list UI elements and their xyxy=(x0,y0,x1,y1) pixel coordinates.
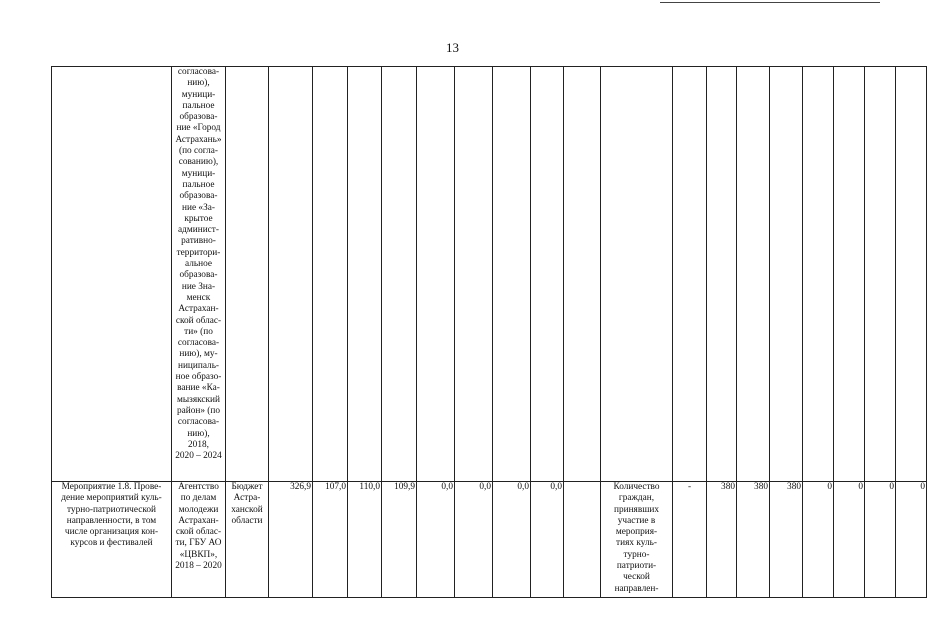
table-row-continuation xyxy=(52,67,927,482)
cell-executor: согласова- нию), муници- пальное образова- ние «Город Астрахань» (по согла- сованию), муници- пальное образова- ние «За- крытое админист- ративно- территори- альное образова- ние Зна- менск Астрахан- ской облас- ти» (по согласова- нию), му- ниципаль- ное образо- вание «Ка- мызякский район» (по согласова- нию), 2018, 2020 – 2024 xyxy=(172,67,226,482)
cell-target-6 xyxy=(865,67,896,482)
cell-target-3 xyxy=(770,67,803,482)
finance-y2: 110,0 xyxy=(348,482,382,598)
target-6: 0 xyxy=(865,482,896,598)
finance-y6: 0,0 xyxy=(493,482,531,598)
cell-target-1 xyxy=(707,67,737,482)
cell-name xyxy=(52,67,172,482)
cell-finance-y5 xyxy=(455,67,493,482)
cell-finance-y2 xyxy=(348,67,382,482)
indicator-base: - xyxy=(673,482,707,598)
program-measures-table xyxy=(51,66,927,598)
cell-source xyxy=(226,67,269,482)
finance-total: 326,9 xyxy=(269,482,313,598)
cell-finance-y6 xyxy=(493,67,531,482)
cell-finance-y1 xyxy=(313,67,348,482)
finance-y3: 109,9 xyxy=(382,482,417,598)
cell-target-4 xyxy=(803,67,834,482)
measure-name: Мероприятие 1.8. Прове- дение мероприятий куль- турно-патриотической направленности, в том числе организация кон- курсов и фестивалей xyxy=(52,482,172,598)
cell-base xyxy=(673,67,707,482)
measure-executor: Агентство по делам молодежи Астрахан- ской облас- ти, ГБУ АО «ЦВКП», 2018 – 2020 xyxy=(172,482,226,598)
cell-indicator xyxy=(601,67,673,482)
finance-y5: 0,0 xyxy=(455,482,493,598)
table-row-measure-1-8 xyxy=(52,482,927,598)
cell-gap xyxy=(564,482,601,598)
top-rule xyxy=(660,2,880,3)
page-number: 13 xyxy=(446,40,459,55)
target-2: 380 xyxy=(737,482,770,598)
cell-finance-y4 xyxy=(417,67,455,482)
target-7: 0 xyxy=(896,482,927,598)
finance-y1: 107,0 xyxy=(313,482,348,598)
cell-target-2 xyxy=(737,67,770,482)
cell-target-7 xyxy=(896,67,927,482)
indicator-text: Количество граждан, принявших участие в мероприя- тиях куль- турно- патриоти- ческой направлен- xyxy=(601,482,673,598)
finance-y7: 0,0 xyxy=(531,482,564,598)
target-1: 380 xyxy=(707,482,737,598)
cell-finance-total xyxy=(269,67,313,482)
cell-gap xyxy=(564,67,601,482)
measure-source: Бюджет Астра- ханской области xyxy=(226,482,269,598)
cell-target-5 xyxy=(834,67,865,482)
cell-finance-y3 xyxy=(382,67,417,482)
target-5: 0 xyxy=(834,482,865,598)
finance-y4: 0,0 xyxy=(417,482,455,598)
target-4: 0 xyxy=(803,482,834,598)
cell-finance-y7 xyxy=(531,67,564,482)
target-3: 380 xyxy=(770,482,803,598)
